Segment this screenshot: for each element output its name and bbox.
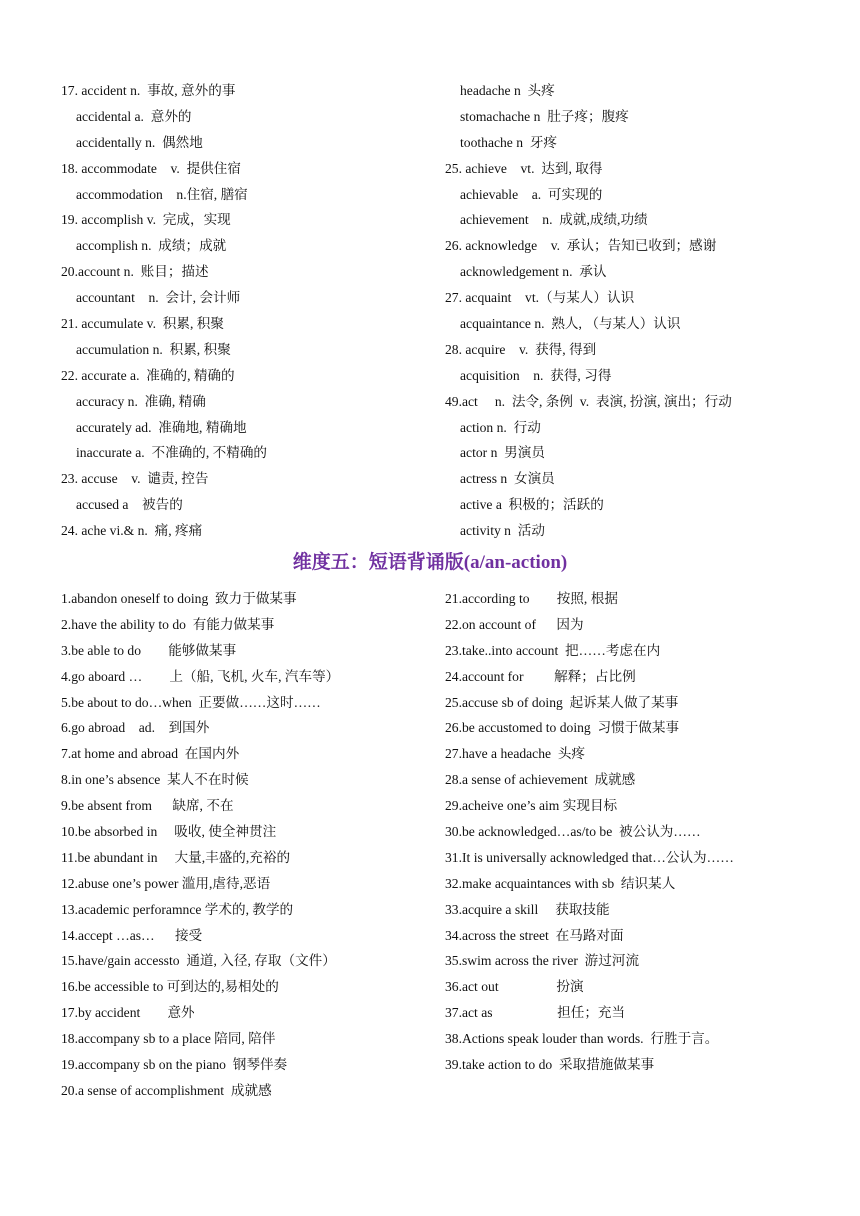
- phrase-entry: 18.accompany sb to a place 陪同, 陪伴: [61, 1031, 276, 1047]
- phrase-entry: 1.abandon oneself to doing 致力于做某事: [61, 591, 297, 606]
- vocab-entry: inaccurate a. 不准确的, 不精确的: [76, 445, 268, 461]
- vocab-entry: acknowledgement n. 承认: [460, 264, 607, 280]
- phrase-entry: 2.have the ability to do 有能力做某事: [61, 616, 275, 632]
- phrase-entry: 23.take..into account 把……考虑在内: [445, 642, 661, 658]
- vocab-entry: acquisition n. 获得, 习得: [460, 367, 612, 383]
- phrase-list-right: [445, 586, 825, 1078]
- phrase-entry: 35.swim across the river 游过河流: [445, 953, 640, 969]
- vocab-entry: 27. acquaint vt.（与某人）认识: [445, 290, 635, 306]
- vocab-entry: 23. accuse v. 谴责, 控告: [61, 471, 209, 487]
- vocab-entry: 26. acknowledge v. 承认；告知已收到；感谢: [445, 238, 717, 254]
- phrase-entry: 22.on account of 因为: [445, 616, 584, 632]
- vocab-entry: 25. achieve vt. 达到, 取得: [445, 160, 603, 176]
- section-title: 维度五：短语背诵版(a/an-action): [292, 552, 568, 573]
- phrase-entry: 21.according to 按照, 根据: [445, 591, 618, 606]
- phrase-entry: 10.be absorbed in 吸收, 使全神贯注: [61, 824, 277, 840]
- vocab-entry: stomachache n 肚子疼；腹疼: [460, 108, 629, 124]
- vocab-entry: 18. accommodate v. 提供住宿: [61, 160, 241, 176]
- phrase-entry: 20.a sense of accomplishment 成就感: [61, 1082, 272, 1098]
- phrase-entry: 6.go abroad ad. 到国外: [61, 720, 210, 736]
- vocab-entry: accountant n. 会计, 会计师: [76, 290, 241, 306]
- phrase-entry: 29.acheive one’s aim 实现目标: [445, 798, 618, 814]
- vocab-entry: toothache n 牙疼: [460, 134, 558, 150]
- phrase-entry: 31.It is universally acknowledged that…公认为……: [445, 849, 734, 865]
- vocab-entry: activity n 活动: [460, 523, 545, 539]
- phrase-entry: 3.be able to do 能够做某事: [61, 642, 237, 658]
- vocab-entry: 28. acquire v. 获得, 得到: [445, 341, 597, 357]
- vocab-entry: actress n 女演员: [460, 471, 555, 487]
- vocab-entry: achievement n. 成就,成绩,功绩: [460, 212, 648, 228]
- vocab-entry: accommodation n.住宿, 膳宿: [76, 186, 248, 202]
- phrase-entry: 5.be about to do…when 正要做……这时……: [61, 694, 321, 710]
- vocabulary-list-right: [445, 78, 825, 544]
- phrase-entry: 8.in one’s absence 某人不在时候: [61, 772, 249, 788]
- phrase-entry: 30.be acknowledged…as/to be 被公认为……: [445, 824, 701, 840]
- phrase-entry: 36.act out 扮演: [445, 979, 584, 995]
- phrase-entry: 27.have a headache 头疼: [445, 746, 586, 762]
- vocab-entry: 17. accident n. 事故, 意外的事: [61, 83, 236, 98]
- vocabulary-list-left: [61, 78, 431, 544]
- vocab-entry: accidentally n. 偶然地: [76, 134, 203, 150]
- phrase-entry: 19.accompany sb on the piano 钢琴伴奏: [61, 1057, 288, 1073]
- phrase-entry: 7.at home and abroad 在国内外: [61, 746, 240, 762]
- phrase-entry: 16.be accessible to 可到达的,易相处的: [61, 979, 279, 995]
- vocab-entry: 20.account n. 账目；描述: [61, 264, 209, 280]
- phrase-entry: 11.be abundant in 大量,丰盛的,充裕的: [61, 849, 291, 865]
- phrase-list-left: [61, 586, 431, 1104]
- vocab-entry: actor n 男演员: [460, 445, 545, 461]
- vocab-entry: accidental a. 意外的: [76, 108, 192, 124]
- vocab-entry: accomplish n. 成绩；成就: [76, 238, 227, 254]
- phrase-entry: 17.by accident 意外: [61, 1005, 195, 1021]
- phrase-entry: 32.make acquaintances with sb 结识某人: [445, 875, 676, 891]
- vocab-entry: achievable a. 可实现的: [460, 186, 603, 202]
- vocab-entry: 22. accurate a. 准确的, 精确的: [61, 367, 235, 383]
- phrase-entry: 25.accuse sb of doing 起诉某人做了某事: [445, 694, 679, 710]
- phrase-entry: 14.accept …as… 接受: [61, 927, 203, 943]
- vocab-entry: 19. accomplish v. 完成，实现: [61, 212, 231, 228]
- phrase-entry: 26.be accustomed to doing 习惯于做某事: [445, 720, 680, 736]
- vocab-entry: action n. 行动: [460, 419, 541, 435]
- vocab-entry: accused a 被告的: [76, 497, 183, 513]
- vocab-entry: accurately ad. 准确地, 精确地: [76, 419, 247, 435]
- vocab-entry: headache n 头疼: [460, 83, 555, 98]
- vocab-entry: 24. ache vi.& n. 痛, 疼痛: [61, 523, 203, 539]
- phrase-entry: 28.a sense of achievement 成就感: [445, 772, 636, 788]
- vocab-entry: accumulation n. 积累, 积聚: [76, 341, 231, 357]
- vocab-entry: acquaintance n. 熟人, （与某人）认识: [460, 316, 681, 332]
- vocab-entry: accuracy n. 准确, 精确: [76, 393, 206, 409]
- phrase-entry: 12.abuse one’s power 滥用,虐待,恶语: [61, 875, 271, 891]
- phrase-entry: 37.act as 担任；充当: [445, 1005, 626, 1021]
- vocab-entry: active a 积极的；活跃的: [460, 497, 604, 513]
- phrase-entry: 34.across the street 在马路对面: [445, 927, 624, 943]
- vocab-entry: 49.act n. 法令, 条例 v. 表演, 扮演, 演出；行动: [445, 393, 732, 409]
- phrase-entry: 15.have/gain accessto 通道, 入径, 存取（文件）: [61, 953, 336, 969]
- phrase-entry: 4.go aboard … 上（船, 飞机, 火车, 汽车等）: [61, 668, 340, 684]
- vocab-entry: 21. accumulate v. 积累, 积聚: [61, 316, 224, 332]
- phrase-entry: 33.acquire a skill 获取技能: [445, 901, 610, 917]
- phrase-entry: 38.Actions speak louder than words. 行胜于言。: [445, 1031, 719, 1047]
- phrase-entry: 39.take action to do 采取措施做某事: [445, 1057, 655, 1073]
- phrase-entry: 9.be absent from 缺席, 不在: [61, 798, 234, 814]
- phrase-entry: 24.account for 解释；占比例: [445, 668, 636, 684]
- phrase-entry: 13.academic perforamnce 学术的, 教学的: [61, 901, 294, 917]
